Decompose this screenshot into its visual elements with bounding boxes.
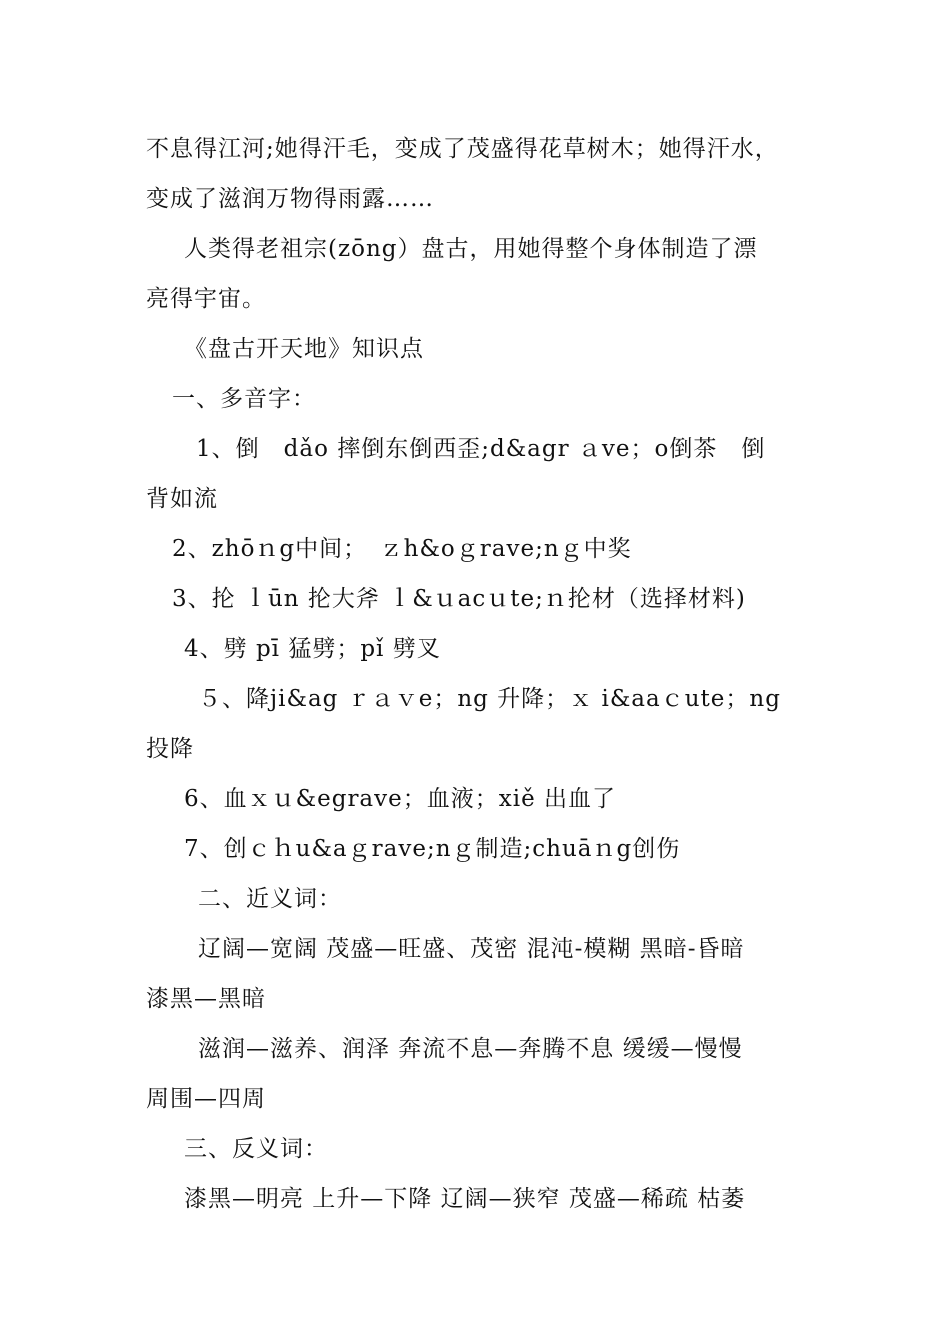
section-heading: 《盘古开天地》知识点 (184, 336, 424, 362)
body-text-line: 漆黑—明亮 上升—下降 辽阔—狭窄 茂盛—稀疏 枯萎 (184, 1186, 746, 1212)
body-text-line: 周围—四周 (146, 1086, 266, 1112)
list-item: 6、血ｘｕ&egrave；血液；xiě 出血了 (184, 786, 617, 812)
list-item: 2、zhōｎg中间； ｚh&oｇrave;nｇ中奖 (172, 536, 632, 562)
list-item: 3、抡 ｌūn 抡大斧 ｌ&ｕacｕte;ｎ抡材（选择材料) (172, 586, 746, 612)
body-text-line: 辽阔—宽阔 茂盛—旺盛、茂密 混沌-模糊 黑暗-昏暗 (198, 936, 745, 962)
body-text-line: 漆黑—黑暗 (146, 986, 266, 1012)
list-item-continuation: 投降 (146, 736, 194, 762)
list-item: 7、创ｃｈu&aｇrave;nｇ制造;chuāｎg创伤 (184, 836, 681, 862)
body-text-line: 变成了滋润万物得雨露…… (146, 186, 434, 212)
list-item: ５、降ji&ag ｒａｖe；ng 升降；ｘ i&aaｃute；ng (198, 686, 781, 712)
section-heading: 二、近义词： (198, 886, 342, 912)
list-item: 4、劈 pī 猛劈；pǐ 劈叉 (184, 636, 441, 662)
body-text-line: 亮得宇宙。 (146, 286, 266, 312)
body-text-line: 滋润—滋养、润泽 奔流不息—奔腾不息 缓缓—慢慢 (198, 1036, 743, 1062)
body-text-line: 人类得老祖宗(zōng）盘古，用她得整个身体制造了漂 (184, 236, 758, 262)
section-heading: 一、多音字： (172, 386, 316, 412)
section-heading: 三、反义词： (184, 1136, 328, 1162)
list-item: 1、倒 dǎo 摔倒东倒西歪;d&agr ａve；o倒茶 倒 (196, 436, 766, 462)
list-item-continuation: 背如流 (146, 486, 218, 512)
body-text-line: 不息得江河;她得汗毛，变成了茂盛得花草树木；她得汗水， (146, 136, 779, 162)
